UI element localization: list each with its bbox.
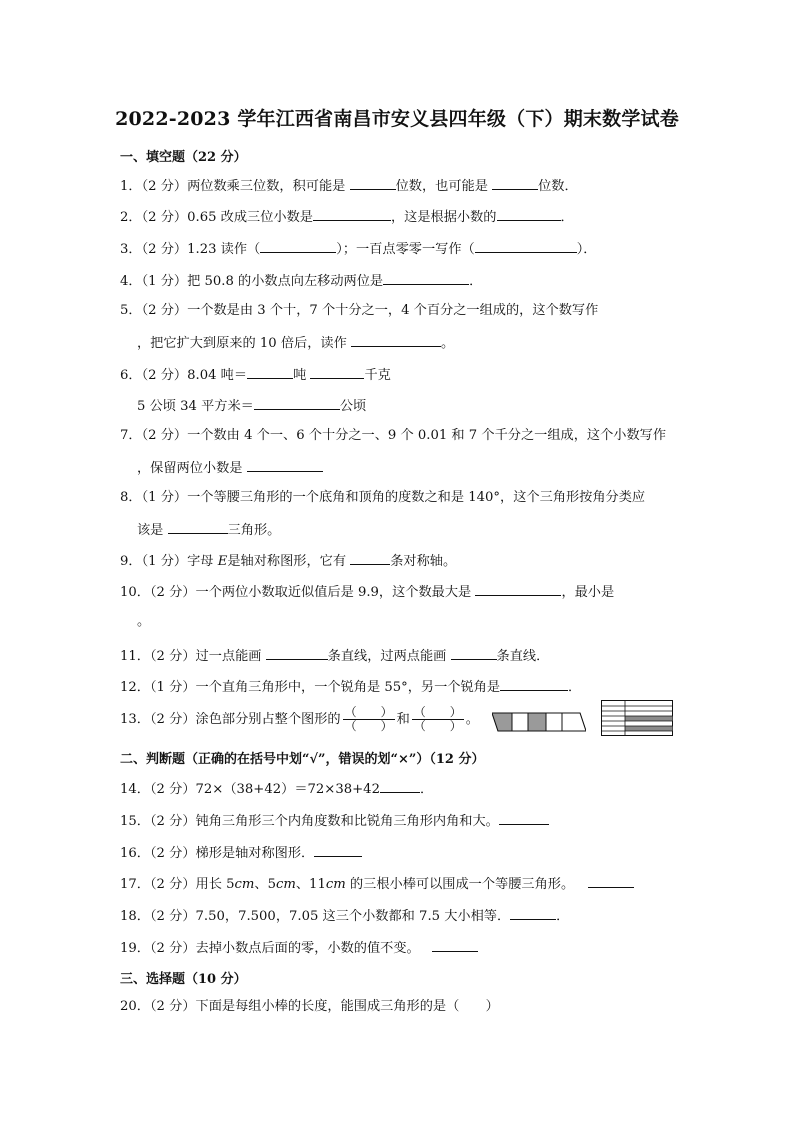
answer-blank[interactable]	[247, 365, 293, 379]
question-5: 5．（2 分）一个数是由 3 个十，7 个十分之一，4 个百分之一组成的，这个数写作	[120, 303, 599, 318]
answer-blank[interactable]	[254, 396, 340, 410]
answer-blank[interactable]	[168, 520, 228, 534]
answer-blank[interactable]	[475, 582, 561, 596]
question-7-continued: ，保留两位小数是	[137, 458, 323, 478]
section-heading-multiple-choice: 三、选择题（10 分）	[120, 972, 247, 987]
answer-blank[interactable]	[475, 239, 577, 253]
answer-blank[interactable]	[350, 551, 390, 565]
question-4: 4．（1 分）把 50.8 的小数点向左移动两位是 ．	[120, 271, 482, 291]
answer-blank[interactable]	[510, 906, 556, 920]
question-14: 14．（2 分）72×（38+42）＝72×38+42 ．	[120, 779, 433, 799]
answer-blank[interactable]	[383, 271, 469, 285]
section-heading-fill-blank: 一、填空题（22 分）	[120, 150, 247, 165]
answer-blank[interactable]	[350, 176, 396, 190]
question-5-continued: ，把它扩大到原来的 10 倍后，读作 。	[137, 333, 454, 353]
question-6-continued: 5 公顷 34 平方米＝ 公顷	[137, 396, 366, 416]
question-11: 11．（2 分）过一点能画 条直线，过两点能画 条直线．	[120, 646, 549, 666]
section-heading-true-false: 二、判断题（正确的在括号中划“√”，错误的划“×”）（12 分）	[120, 752, 485, 767]
question-12: 12．（1 分）一个直角三角形中，一个锐角是 55°，另一个锐角是 ．	[120, 677, 581, 697]
question-8-continued: 该是 三角形。	[137, 520, 280, 540]
answer-blank[interactable]	[588, 874, 634, 888]
answer-blank[interactable]	[314, 843, 362, 857]
answer-blank[interactable]	[499, 811, 549, 825]
question-18: 18．（2 分）7.50，7.500，7.05 这三个小数都和 7.5 大小相等． ．	[120, 906, 569, 926]
answer-blank[interactable]	[451, 646, 497, 660]
question-6: 6．（2 分）8.04 吨＝ 吨 千克	[120, 365, 391, 385]
question-10: 10．（2 分）一个两位小数取近似值后是 9.9，这个数最大是 ，最小是	[120, 582, 614, 602]
answer-blank[interactable]	[266, 646, 328, 660]
question-3: 3．（2 分）1.23 读作（ ）；一百点零零一写作（ ）．	[120, 239, 597, 259]
answer-blank[interactable]	[310, 365, 364, 379]
answer-blank[interactable]	[497, 207, 561, 221]
question-15: 15．（2 分）钝角三角形三个内角度数和比锐角三角形内角和大。	[120, 811, 549, 831]
question-13: 13．（2 分）涂色部分别占整个图形的 $\frac{( )}{( )}$ 和 $\frac{( )}{( )}$ 。	[120, 705, 479, 733]
question-16: 16．（2 分）梯形是轴对称图形．	[120, 843, 362, 863]
fraction-blank-2[interactable]: $\frac{( )}{( )}$	[413, 705, 462, 733]
question-9: 9．（1 分）字母 E是轴对称图形，它有 条对称轴。	[120, 551, 456, 571]
answer-blank[interactable]	[313, 207, 391, 221]
parallelogram-shaded-figure	[492, 710, 586, 734]
question-1: 1．（2 分）两位数乘三位数，积可能是 位数，也可能是 位数．	[120, 176, 578, 196]
question-2: 2．（2 分）0.65 改成三位小数是 ，这是根据小数的 ．	[120, 207, 574, 227]
question-20: 20．（2 分）下面是每组小棒的长度，能围成三角形的是（ ）	[120, 999, 499, 1014]
question-19: 19．（2 分）去掉小数点后面的零，小数的值不变。	[120, 938, 478, 958]
answer-blank[interactable]	[432, 938, 478, 952]
question-17: 17．（2 分）用长 5cm、5cm、11cm 的三根小棒可以围成一个等腰三角形。	[120, 874, 634, 894]
answer-blank[interactable]	[492, 176, 538, 190]
answer-blank[interactable]	[247, 458, 323, 472]
rectangle-shaded-grid-figure	[601, 700, 673, 736]
question-8: 8．（1 分）一个等腰三角形的一个底角和顶角的度数之和是 140°，这个三角形按角分类应	[120, 490, 646, 505]
answer-blank[interactable]	[260, 239, 336, 253]
question-7: 7．（2 分）一个数由 4 个一、6 个十分之一、9 个 0.01 和 7 个千分之一组成，这个小数写作	[120, 428, 667, 443]
answer-blank[interactable]	[500, 677, 568, 691]
fraction-blank-1[interactable]: $\frac{( )}{( )}$	[344, 705, 393, 733]
page-title: 2022-2023 学年江西省南昌市安义县四年级（下）期末数学试卷	[115, 108, 679, 130]
question-10-continued: 。	[137, 614, 151, 629]
answer-blank[interactable]	[351, 333, 441, 347]
answer-blank[interactable]	[380, 779, 420, 793]
